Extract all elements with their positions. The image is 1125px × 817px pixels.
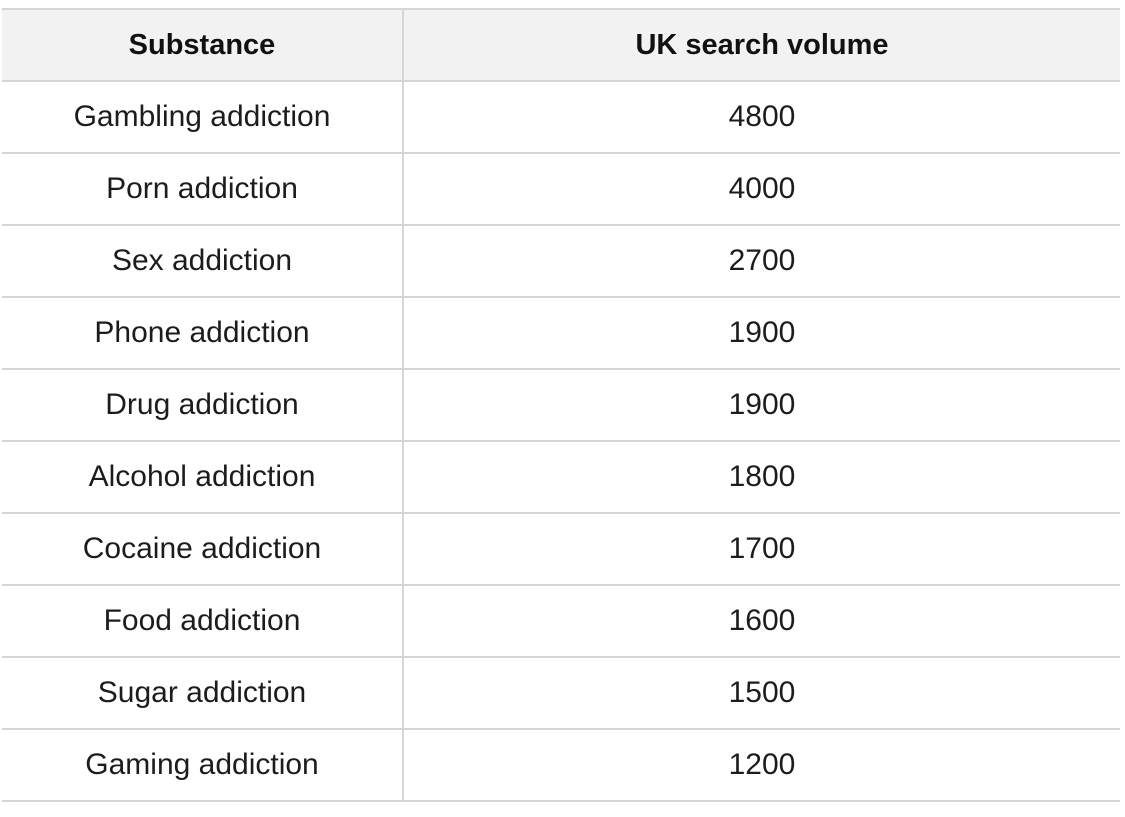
table-row [2, 153, 1120, 225]
search-volume-table [2, 8, 1120, 802]
cell-substance: Gambling addiction [2, 81, 403, 153]
cell-volume: 2700 [403, 225, 1120, 297]
cell-volume: 1900 [403, 297, 1120, 369]
table-row [2, 297, 1120, 369]
table-row [2, 657, 1120, 729]
column-header-substance: Substance [2, 9, 403, 81]
cell-substance: Gaming addiction [2, 729, 403, 801]
table-row [2, 441, 1120, 513]
table-container [2, 8, 1120, 802]
table-row [2, 513, 1120, 585]
cell-volume: 1900 [403, 369, 1120, 441]
cell-volume: 1200 [403, 729, 1120, 801]
cell-volume: 4000 [403, 153, 1120, 225]
table-row [2, 225, 1120, 297]
cell-volume: 1600 [403, 585, 1120, 657]
cell-volume: 4800 [403, 81, 1120, 153]
cell-volume: 1800 [403, 441, 1120, 513]
table-row [2, 81, 1120, 153]
cell-substance: Alcohol addiction [2, 441, 403, 513]
cell-substance: Sex addiction [2, 225, 403, 297]
cell-substance: Porn addiction [2, 153, 403, 225]
column-header-uk-search-volume: UK search volume [403, 9, 1120, 81]
cell-substance: Drug addiction [2, 369, 403, 441]
table-row [2, 729, 1120, 801]
cell-substance: Phone addiction [2, 297, 403, 369]
cell-substance: Cocaine addiction [2, 513, 403, 585]
cell-volume: 1500 [403, 657, 1120, 729]
cell-substance: Food addiction [2, 585, 403, 657]
table-row [2, 369, 1120, 441]
cell-substance: Sugar addiction [2, 657, 403, 729]
table-row [2, 585, 1120, 657]
cell-volume: 1700 [403, 513, 1120, 585]
header-row [2, 9, 1120, 81]
